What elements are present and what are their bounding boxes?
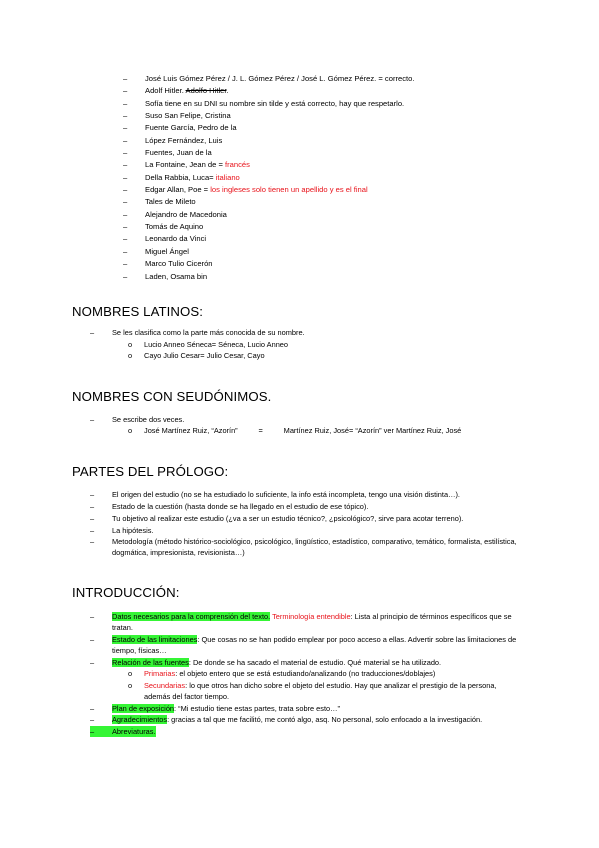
- list-item-text: Cayo Julio Cesar= Julio Cesar, Cayo: [144, 351, 265, 360]
- bullet-dash: –: [123, 160, 128, 170]
- list-item-text: : gracias a tal que me facilitó, me contó algo, asq. No personal, solo enfocado a la investigación.: [167, 715, 483, 724]
- list-item: [123, 233, 414, 245]
- bullet-dash: –: [123, 148, 128, 158]
- list-item: [90, 327, 305, 338]
- list-item: [123, 258, 414, 270]
- list-item: [123, 110, 414, 122]
- list-item: [123, 85, 414, 97]
- list-item: [123, 147, 414, 159]
- list-item-text: .: [226, 86, 229, 96]
- list-item: [90, 536, 520, 559]
- list-item-text: La hipótesis.: [112, 526, 154, 535]
- bullet-dash: –: [90, 415, 95, 424]
- list-item-text: Della Rabbia, Luca=: [145, 172, 216, 182]
- list-item-text: Martínez Ruiz, José= “Azorín” ver Martínez Ruiz, José: [283, 426, 462, 435]
- highlighted-label: Plan de exposición: [112, 704, 175, 713]
- red-text: Terminología entendible: [272, 612, 351, 621]
- list-item: [123, 172, 414, 184]
- list-item: [123, 271, 414, 283]
- list-item: [123, 135, 414, 147]
- list-item: [90, 513, 463, 524]
- list-item: [123, 184, 414, 196]
- bullet-dash: –: [123, 222, 128, 232]
- red-label: Secundarias: [144, 681, 186, 690]
- bullet-dash: –: [90, 715, 95, 724]
- bullet-o: o: [128, 669, 133, 678]
- list-item-text: Leonardo da Vinci: [145, 234, 207, 244]
- bullet-dash: –: [90, 612, 95, 621]
- bullet-dash: –: [123, 271, 128, 281]
- bullet-dash: –: [123, 123, 128, 133]
- list-item-text: Sofía tiene en su DNI su nombre sin tilde y está correcto, hay que respetarlo.: [145, 98, 405, 108]
- list-item: [90, 611, 520, 634]
- list-item: [123, 159, 414, 171]
- bullet-o: o: [128, 426, 133, 435]
- bullet-dash: –: [123, 172, 128, 182]
- list-item-text: Edgar Allan, Poe =: [145, 185, 211, 195]
- list-item-text: Estado de la cuestión (hasta donde se ha llegado en el estudio de ese tópico).: [112, 502, 369, 511]
- bullet-dash: –: [90, 658, 95, 667]
- bullet-dash: –: [123, 246, 128, 256]
- list-item: [90, 657, 520, 668]
- bullet-o: o: [128, 340, 133, 349]
- list-item-text: Tomás de Aquino: [145, 222, 204, 232]
- list-item-text: Adolf Hitler.: [145, 86, 186, 96]
- list-item-text: Suso San Felipe, Cristina: [145, 111, 231, 121]
- bullet-dash: –: [90, 537, 95, 546]
- bullet-dash: –: [90, 726, 112, 737]
- red-text: francés: [225, 160, 250, 170]
- list-item: [123, 221, 414, 233]
- list-item-text: Metodología (método histórico-sociológico, psicológico, lingüístico, estadístico, comparativo, temático, formalista, estilística, dogmática, impresionista, revisionista…): [112, 537, 517, 558]
- list-item-text: : De donde se ha sacado el material de estudio. Qué material se ha utilizado.: [188, 658, 442, 667]
- bullet-dash: –: [90, 514, 95, 523]
- list-item-text: : lo que otros han dicho sobre el objeto del estudio. Hay que analizar el prestigio de la persona, además del factor tiempo.: [144, 681, 497, 702]
- list-item: [90, 634, 520, 657]
- highlighted-label: Agradecimientos: [112, 715, 168, 724]
- list-item-text: Marco Tulio Cicerón: [145, 259, 213, 269]
- bullet-dash: –: [123, 74, 128, 83]
- sub-list-item: [128, 350, 265, 361]
- bullet-o: o: [128, 351, 133, 360]
- red-text: los ingleses solo tienen un apellido y es el final: [210, 185, 368, 195]
- list-item: [90, 714, 482, 725]
- list-item-text: : “Mi estudio tiene estas partes, trata sobre esto…”: [174, 704, 341, 713]
- list-item: [90, 489, 460, 500]
- list-item: [123, 209, 414, 221]
- list-item-text: Tu objetivo al realizar este estudio (¿va a ser un estudio técnico?, ¿psicológico?, sirve para acotar terreno).: [112, 514, 464, 523]
- list-item-text: : Lista al principio de términos específicos que se tratan.: [112, 612, 512, 633]
- heading-nombres-latinos: NOMBRES LATINOS:: [72, 304, 204, 319]
- bullet-dash: –: [90, 704, 95, 713]
- list-item-text: Fuente García, Pedro de la: [145, 123, 237, 133]
- list-item: [90, 726, 156, 737]
- heading-partes-prologo: PARTES DEL PRÓLOGO:: [72, 464, 229, 479]
- list-item-text: Se les clasifica como la parte más conocida de su nombre.: [112, 328, 305, 337]
- list-item-text: José Luis Gómez Pérez / J. L. Gómez Pérez / José L. Gómez Pérez. = correcto.: [145, 74, 415, 83]
- list-item: [90, 525, 154, 536]
- list-item-text: López Fernández, Luis: [145, 135, 223, 145]
- list-item-text: Lucio Anneo Séneca= Séneca, Lucio Anneo: [144, 340, 289, 349]
- names-list: [123, 73, 414, 283]
- list-item-text: : el objeto entero que se está estudiando/analizando (no traducciones/doblajes): [175, 669, 436, 678]
- bullet-dash: –: [90, 502, 95, 511]
- bullet-dash: –: [123, 197, 128, 207]
- list-item: [123, 73, 414, 85]
- bullet-dash: –: [123, 234, 128, 244]
- list-item: [123, 196, 414, 208]
- bullet-dash: –: [123, 135, 128, 145]
- highlighted-label: Datos necesarios para la comprensión del texto.: [112, 612, 271, 621]
- red-label: Primarias: [144, 669, 176, 678]
- bullet-o: o: [128, 681, 133, 690]
- struck-text: Adolfo Hitler: [185, 86, 227, 96]
- bullet-dash: –: [90, 490, 95, 499]
- bullet-dash: –: [123, 111, 128, 121]
- list-item-text: Alejandro de Macedonia: [145, 209, 227, 219]
- list-item-text: Miguel Ángel: [145, 246, 189, 256]
- sub-list-item: [128, 680, 516, 703]
- equals-sign: =: [258, 426, 263, 435]
- highlighted-label: Relación de las fuentes: [112, 658, 189, 667]
- list-item-text: Fuentes, Juan de la: [145, 148, 212, 158]
- bullet-dash: –: [123, 209, 128, 219]
- list-item: [90, 414, 184, 425]
- list-item-text: Se escribe dos veces.: [112, 415, 185, 424]
- bullet-dash: –: [123, 185, 128, 195]
- bullet-dash: –: [90, 526, 95, 535]
- bullet-dash: –: [123, 98, 128, 108]
- highlighted-label: Abreviaturas.: [112, 727, 156, 736]
- list-item: [123, 122, 414, 134]
- list-item: [90, 501, 368, 512]
- bullet-dash: –: [123, 259, 128, 269]
- list-item: [90, 703, 340, 714]
- list-item-text: La Fontaine, Jean de =: [145, 160, 226, 170]
- heading-nombres-seudonimos: NOMBRES CON SEUDÓNIMOS.: [72, 389, 272, 404]
- list-item-text: Laden, Osama bin: [145, 271, 208, 281]
- bullet-dash: –: [123, 86, 128, 96]
- sub-list-item: [128, 425, 461, 436]
- list-item-text: El origen del estudio (no se ha estudiado lo suficiente, la info está incompleta, tengo una visión distinta…).: [112, 490, 460, 499]
- list-item: [123, 246, 414, 258]
- sub-list-item: [128, 339, 288, 350]
- sub-list-item: [128, 668, 516, 679]
- list-item-text: Tales de Mileto: [145, 197, 196, 207]
- red-text: italiano: [215, 172, 240, 182]
- list-item-text: : Que cosas no se han podido emplear por poco acceso a ellas. Advertir sobre las limitaciones de tiempo, físicas…: [112, 635, 517, 656]
- list-item-text: José Martínez Ruiz, “Azorín”: [144, 426, 238, 435]
- list-item: [123, 98, 414, 110]
- bullet-dash: –: [90, 328, 95, 337]
- bullet-dash: –: [90, 635, 95, 644]
- highlighted-label: Estado de las limitaciones: [112, 635, 198, 644]
- heading-introduccion: INTRODUCCIÓN:: [72, 585, 180, 600]
